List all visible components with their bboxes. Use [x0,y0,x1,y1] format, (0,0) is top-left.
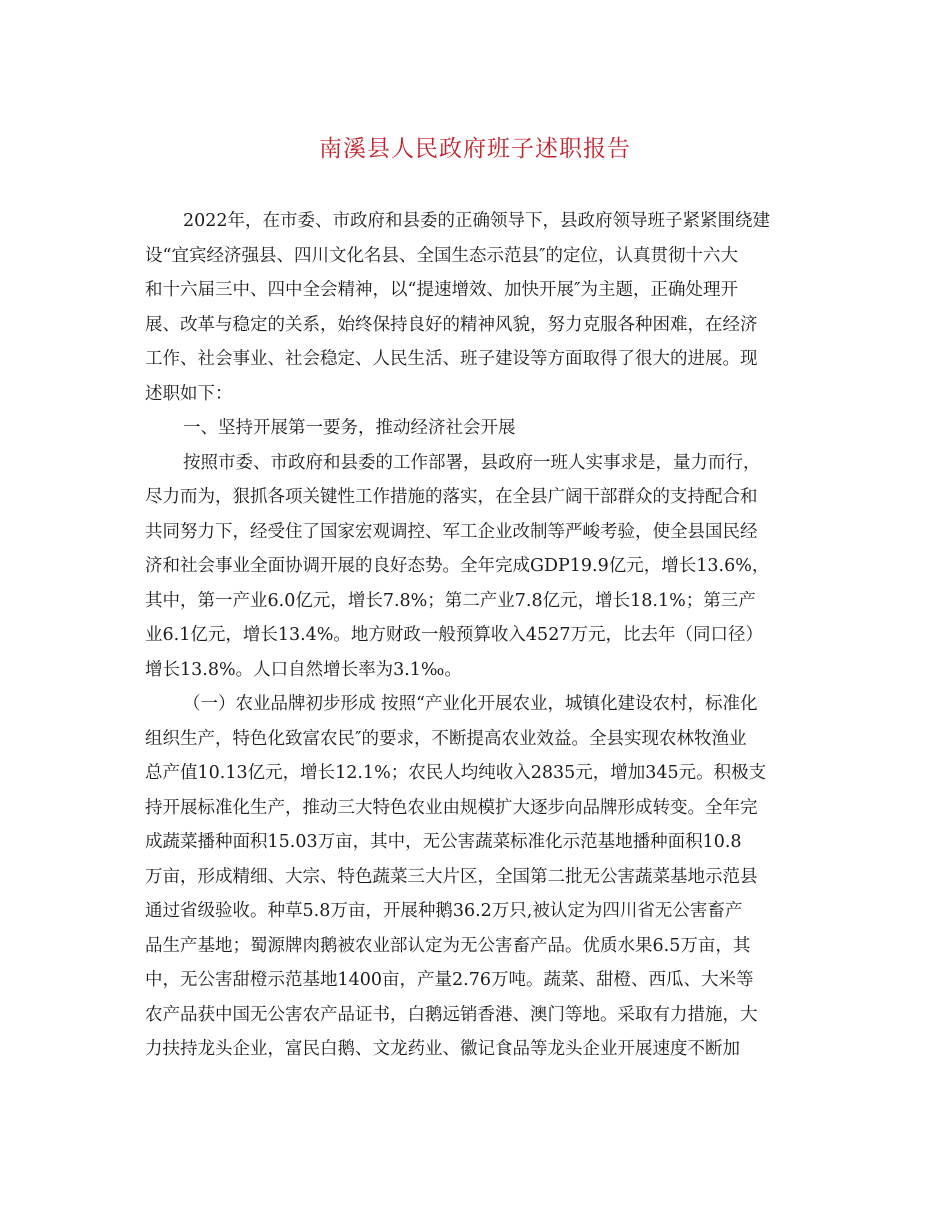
text-line: 总产值10.13亿元，增长12.1%；农民人均纯收入2835元，增加345元。积极支 [145,763,767,783]
text-line: 力扶持龙头企业，富民白鹅、文龙药业、徽记食品等龙头企业开展速度不断加 [145,1039,740,1059]
text-line: 业6.1亿元，增长13.4%。地方财政一般预算收入4527万元，比去年（同口径） [145,625,763,645]
text-line: 其中，第一产业6.0亿元，增长7.8%；第二产业7.8亿元，增长18.1%；第三产 [145,590,756,611]
text-line: 增长13.8%。人口自然增长率为3.1‰。 [145,659,462,680]
text-line: 一、坚持开展第一要务，推动经济社会开展 [183,418,516,438]
text-line: 共同努力下，经受住了国家宏观调控、军工企业改制等严峻考验，使全县国民经 [145,521,758,542]
document-body [145,204,780,1067]
text-line: 尽力而为，狠抓各项关键性工作措施的落实，在全县广阔干部群众的支持配合和 [145,487,758,507]
text-line: 设“宜宾经济强县、四川文化名县、全国生态示范县″的定位，认真贯彻十六大 [145,245,738,266]
text-line: 组织生产，特色化致富农民″的要求，不断提高农业效益。全县实现农林牧渔业 [145,728,747,749]
text-line: 2022年，在市委、市政府和县委的正确领导下，县政府领导班子紧紧围绕建 [183,211,771,231]
text-line: 述职如下： [145,383,233,404]
text-line: 农产品获中国无公害农产品证书，白鹅远销香港、澳门等地。采取有力措施，大 [145,1004,758,1025]
text-line: 成蔬菜播种面积15.03万亩，其中，无公害蔬菜标准化示范基地播种面积10.8 [145,832,742,852]
document-title: 南溪县人民政府班子述职报告 [319,136,631,162]
text-line: 工作、社会事业、社会稳定、人民生活、班子建设等方面取得了很大的进展。现 [145,349,758,369]
text-line: 持开展标准化生产，推动三大特色农业由规模扩大逐步向品牌形成转变。全年完 [145,797,758,818]
text-line: （一）农业品牌初步形成 按照“产业化开展农业，城镇化建设农村，标准化 [183,694,758,714]
text-line: 通过省级验收。种草5.8万亩，开展种鹅36.2万只,被认定为四川省无公害畜产 [145,901,743,921]
text-line: 展、改革与稳定的关系，始终保持良好的精神风貌，努力克服各种困难，在经济 [145,314,758,335]
text-line: 按照市委、市政府和县委的工作部署，县政府一班人实事求是，量力而行， [183,452,761,473]
text-line: 品生产基地；蜀源牌肉鹅被农业部认定为无公害畜产品。优质水果6.5万亩，其 [145,935,751,956]
text-line: 中，无公害甜橙示范基地1400亩，产量2.76万吨。蔬菜、甜橙、西瓜、大米等 [145,970,754,990]
text-line: 济和社会事业全面协调开展的良好态势。全年完成GDP19.9亿元，增长13.6%， [145,556,770,576]
text-line: 和十六届三中、四中全会精神，以“提速增效、加快开展″为主题，正确处理开 [145,280,738,300]
text-line: 万亩，形成精细、大宗、特色蔬菜三大片区，全国第二批无公害蔬菜基地示范县 [145,866,758,887]
